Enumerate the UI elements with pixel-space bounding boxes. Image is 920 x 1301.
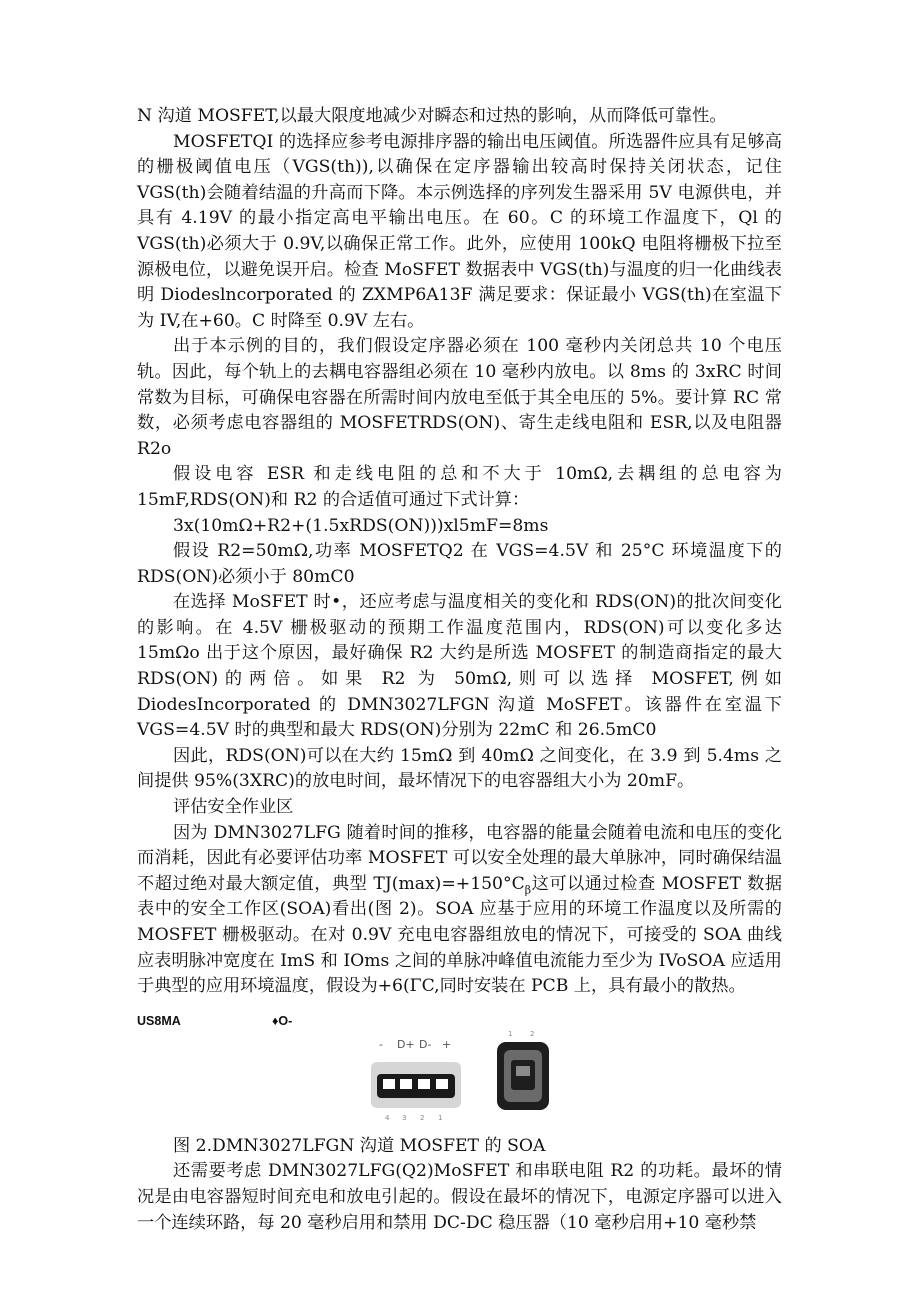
section-heading-soa: 评估安全作业区 [173, 797, 294, 818]
paragraph-2: MOSFETQI 的选择应参考电源排序器的输出电压阈值。所选器件应具有足够高的栅极阈值电压（VGS(th)),以确保在定序器输出较高时保持关闭状态，记住VGS(th)会随着结温的升高而下降。本示例选择的序列发生器采用 5V 电源供电，并具有 4.19V 的最小指定高电平输出电压。在 60。C 的环境工作温度下，Ql 的 VGS(th)必须大于 0.9V,以确保正常工作。此外，应使用 100kQ 电阻将栅极下拉至源极电位，以避免误开启。检查 MoSFET 数据表中 VGS(th)与温度的归一化曲线表明 Diodeslncorporated 的 ZXMP6A13F 满足要求：保证最小 VGS(th)在室温下为 IV,在+60。C 时降至 0.9V 左右。 [137, 131, 782, 331]
usb-b-contacts [516, 1066, 530, 1076]
usb-b-pin-number: 1 [508, 1029, 513, 1038]
paragraph-11: 还需要考虑 DMN3027LFG(Q2)MoSFET 和串联电阻 R2 的功耗。最坏的情况是由电容器短时间充电和放电引起的。假设在最坏的情况下，电源定序器可以进入一个连续环路，每 20 毫秒启用和禁用 DC-DC 稳压器（10 毫秒启用+10 毫秒禁 [137, 1161, 782, 1233]
usb-a-pin-number: 4 [385, 1113, 390, 1122]
usb-a-pin [400, 1079, 412, 1089]
paragraph-10-part2: 这可以通过检查 MOSFET 数据表中的安全工作区(SOA)看出(图 2)。SOA 应基于应用的环境工作温度以及所需的 MOSFET 栅极驱动。在对 0.9V 充电电容器组放电的情况下，可接受的 SOA 曲线应表明脉冲宽度在 ImS 和 IOms 之间的单脉冲峰值电流能力至少为 IVoSOA 应适用于典型的应用环境温度，假设为+6(ΓC,同时安装在 PCB 上，具有最小的散热。 [137, 873, 783, 997]
paragraph-4: 假设电容 ESR 和走线电阻的总和不大于 10mΩ,去耦组的总电容为 15mF,RDS(ON)和 R2 的合适值可通过下式计算： [137, 464, 782, 510]
paragraph-10-subscript: β [524, 883, 532, 897]
usb-a-pin-number: 3 [402, 1113, 407, 1122]
usb-a-pin-label: D+ [397, 1037, 415, 1051]
paragraph-7: 在选择 MoSFET 时•，还应考虑与温度相关的变化和 RDS(ON)的批次间变化的影响。在 4.5V 栅极驱动的预期工作温度范围内，RDS(ON)可以变化多达 15mΩo 出于这个原因，最好确保 R2 大约是所选 MOSFET 的制造商指定的最大 RDS(ON)的两倍。如果 R2 为 50mΩ,则可以选择 MOSFET,例如 DiodesIncorporated 的 DMN3027LFGN 沟道 MoSFET。该器件在室温下 VGS=4.5V 时的典型和最大 RDS(ON)分别为 22mC 和 26.5mC0 [137, 592, 782, 741]
usb-a-pin-label: - [379, 1037, 383, 1051]
formula-line: 3x(10mΩ+R2+(1.5xRDS(ON)))xl5mF=8ms [173, 515, 549, 536]
usb-b-pin-number: 2 [530, 1029, 535, 1038]
usb-a-pin-label: + [442, 1037, 452, 1051]
paragraph-10 [137, 821, 782, 1000]
figure-label-us8ma: US8MA [137, 1013, 181, 1028]
figure-2 [137, 1010, 782, 1134]
usb-a-pin [383, 1079, 395, 1089]
usb-a-pin-number: 1 [438, 1113, 443, 1122]
paragraph-6: 假设 R2=50mΩ,功率 MOSFETQ2 在 VGS=4.5V 和 25°C 环境温度下的 RDS(ON)必须小于 80mC0 [137, 541, 782, 587]
paragraph-1: N 沟道 MOSFET,以最大限度地减少对瞬态和过热的影响，从而降低可靠性。 [137, 106, 727, 126]
paragraph-8: 因此，RDS(ON)可以在大约 15mΩ 到 40mΩ 之间变化，在 3.9 到 5.4ms 之间提供 95%(3XRC)的放电时间，最坏情况下的电容器组大小为 20mF。 [137, 745, 782, 792]
usb-a-pin [436, 1079, 448, 1089]
paragraph-3: 出于本示例的目的，我们假设定序器必须在 100 毫秒内关闭总共 10 个电压轨。因此，每个轨上的去耦电容器组必须在 10 毫秒内放电。以 8ms 的 3xRC 时间常数为目标，可确保电容器在所需时间内放电至低于其全电压的 5%。要计算 RC 常数，必须考虑电容器组的 MOSFETRDS(ON)、寄生走线电阻和 ESR,以及电阻器 R2o [137, 336, 782, 459]
usb-a-connector-icon [369, 1032, 469, 1124]
usb-b-connector-icon [494, 1026, 554, 1118]
usb-a-pin [418, 1079, 430, 1089]
usb-a-pin-label: D- [419, 1037, 432, 1051]
figure-caption: 图 2.DMN3027LFGN 沟道 MOSFET 的 SOA [173, 1135, 546, 1156]
document-page [137, 104, 782, 1236]
figure-label-symbol: ♦O- [272, 1013, 293, 1028]
paragraph-10-part1: 因为 DMN3027LFG 随着时间的推移，电容器的能量会随着电流和电压的变化而消耗，因此有必要评估功率 MOSFET 可以安全处理的最大单脉冲，同时确保结温不超过绝对最大额定值，典型 TJ(max)=+150°C [137, 822, 782, 894]
usb-a-pin-number: 2 [420, 1113, 425, 1122]
